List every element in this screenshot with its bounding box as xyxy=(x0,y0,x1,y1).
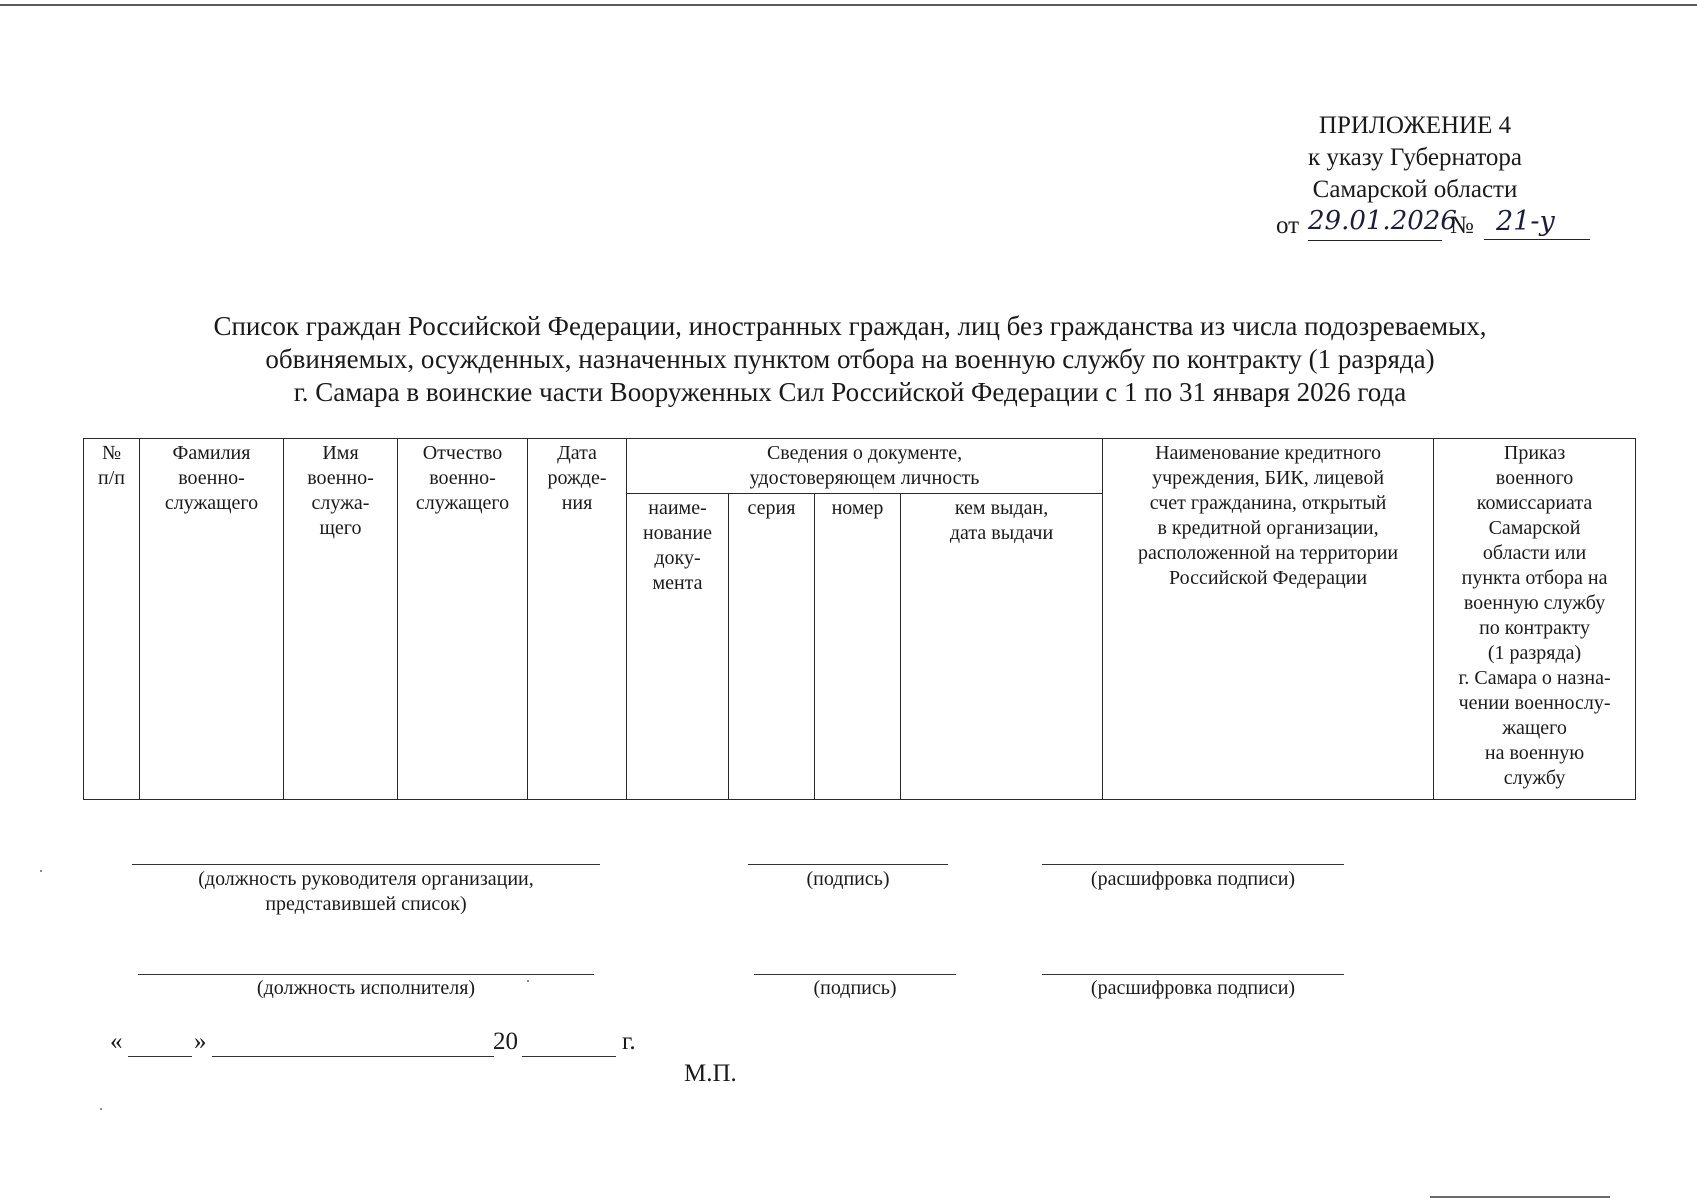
header-name: Имя военно- служа- щего xyxy=(284,439,398,800)
header-document-number: номер xyxy=(815,494,901,800)
decree-reference xyxy=(1272,206,1602,244)
appendix-header xyxy=(1260,110,1570,206)
appendix-line-1: к указу Губернатора xyxy=(1307,144,1523,171)
scan-speck xyxy=(100,1108,102,1110)
header-order: Приказ военного комиссариата Самарской области или пункта отбора на военную службу по контракту (1 разряда) г. Самара о назна- чении военнослу- жащего на военную службу xyxy=(1434,439,1636,800)
executor-position-caption: (должность исполнителя) xyxy=(256,977,476,999)
executor-decoding-caption: (расшифровка подписи) xyxy=(1090,977,1296,999)
title-line-2: обвиняемых, осужденных, назначенных пунктом отбора на военную службу по контракту (1 разряда) xyxy=(265,344,1435,374)
date-open-quote: « xyxy=(110,1028,123,1055)
title-line-3: г. Самара в воинские части Вооруженных Сил Российской Федерации с 1 по 31 января 2026 года xyxy=(293,377,1407,407)
citizens-table xyxy=(83,438,1636,800)
scan-edge-bottom xyxy=(1430,1196,1610,1198)
handwritten-date: 29.01.2026 xyxy=(1308,206,1442,241)
header-document-group: Сведения о документе, удостоверяющем личность xyxy=(627,439,1103,494)
head-decoding-line xyxy=(1042,864,1344,865)
head-position-line xyxy=(132,864,600,865)
header-document-series: серия xyxy=(729,494,815,800)
year-blank-line xyxy=(522,1056,616,1057)
date-prefix: от xyxy=(1276,212,1300,239)
header-patronymic: Отчество военно- служащего xyxy=(398,439,528,800)
year-prefix: 20 xyxy=(493,1028,518,1055)
day-blank-line xyxy=(128,1056,192,1057)
appendix-title: ПРИЛОЖЕНИЕ 4 xyxy=(1318,112,1512,139)
header-document-name: наиме- нование доку- мента xyxy=(627,494,729,800)
head-position-caption: (должность руководителя организации, представившей список) xyxy=(198,868,534,915)
header-surname: Фамилия военно- служащего xyxy=(140,439,284,800)
title-line-1: Список граждан Российской Федерации, иностранных граждан, лиц без гражданства из числа подозреваемых, xyxy=(213,311,1487,341)
scan-edge-top xyxy=(0,4,1697,6)
handwritten-number: 21-у xyxy=(1484,206,1590,240)
head-decoding-caption: (расшифровка подписи) xyxy=(1090,868,1296,890)
executor-signature-caption: (подпись) xyxy=(813,977,897,999)
executor-decoding-line xyxy=(1042,974,1344,975)
month-blank-line xyxy=(212,1056,494,1057)
header-bank-details: Наименование кредитного учреждения, БИК, лицевой счет гражданина, открытый в кредитной организации, расположенной на территории Российской Федерации xyxy=(1103,439,1434,800)
executor-signature-line xyxy=(754,974,956,975)
executor-position-line xyxy=(138,974,594,975)
head-signature-caption: (подпись) xyxy=(806,868,890,890)
scan-speck xyxy=(40,870,42,872)
header-document-issued: кем выдан, дата выдачи xyxy=(901,494,1103,800)
stamp-place: М.П. xyxy=(684,1060,737,1087)
header-birth-date: Дата рожде- ния xyxy=(528,439,627,800)
document-title xyxy=(80,310,1620,409)
number-sign: № xyxy=(1450,212,1474,239)
header-number: № п/п xyxy=(84,439,140,800)
head-signature-line xyxy=(748,864,948,865)
date-close-quote: » xyxy=(194,1028,207,1055)
appendix-line-2: Самарской области xyxy=(1312,176,1518,203)
year-suffix: г. xyxy=(622,1028,636,1055)
